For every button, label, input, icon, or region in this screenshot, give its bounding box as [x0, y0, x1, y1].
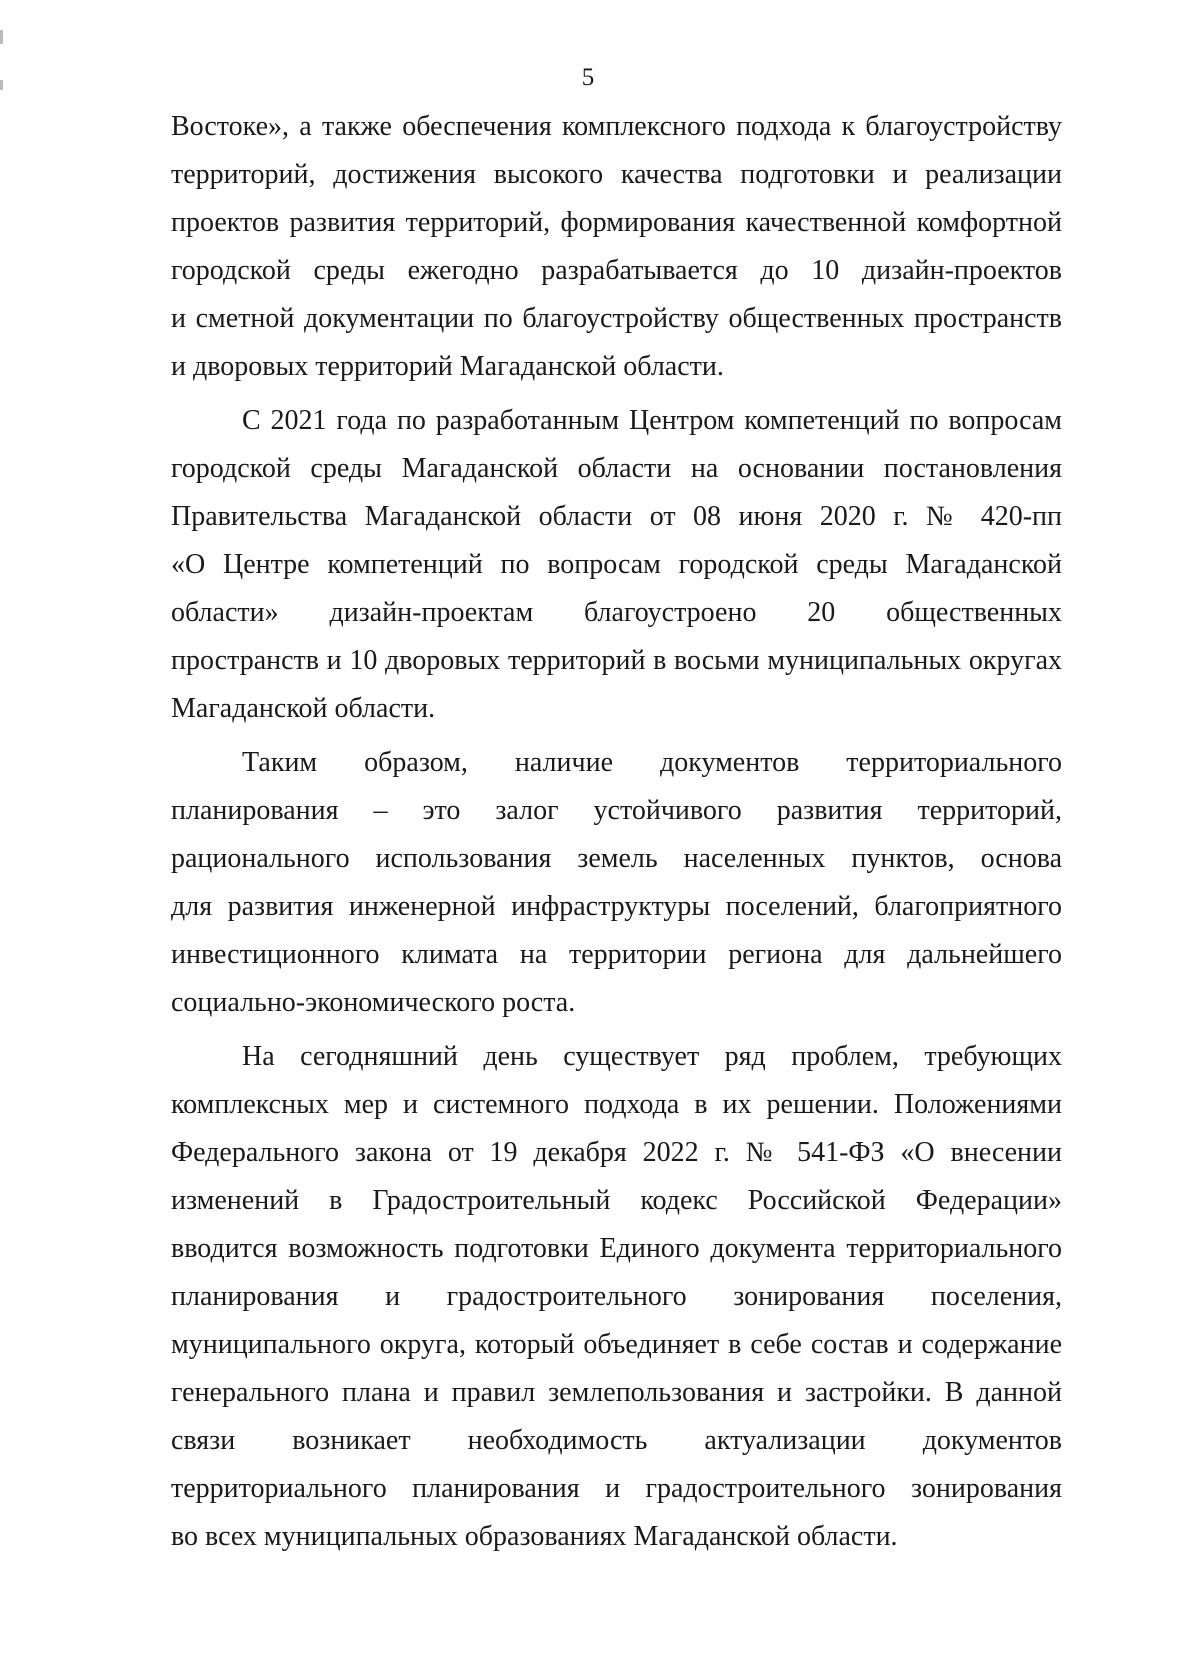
text-line: муниципального округа, который объединяет в себе состав и содержание — [171, 1329, 1062, 1360]
scan-artifact — [0, 30, 3, 44]
text-line: во всех муниципальных образованиях Магаданской области. — [171, 1521, 898, 1552]
paragraph — [171, 739, 1062, 1027]
text-line: городской среды Магаданской области на основании постановления — [171, 453, 1062, 484]
text-line: рационального использования земель населенных пунктов, основа — [171, 843, 1062, 874]
text-line: Федерального закона от 19 декабря 2022 г. № 541-ФЗ «О внесении — [171, 1137, 1062, 1168]
text-line: для развития инженерной инфраструктуры поселений, благоприятного — [171, 891, 1062, 922]
text-line: и сметной документации по благоустройству общественных пространств — [171, 303, 1062, 334]
text-line: Магаданской области. — [171, 693, 436, 724]
text-line: С 2021 года по разработанным Центром компетенций по вопросам — [242, 405, 1062, 436]
text-line: территорий, достижения высокого качества подготовки и реализации — [171, 159, 1062, 190]
text-line: и дворовых территорий Магаданской области. — [171, 351, 724, 382]
text-line: Правительства Магаданской области от 08 июня 2020 г. № 420-пп — [171, 501, 1062, 532]
text-line: «О Центре компетенций по вопросам городской среды Магаданской — [171, 549, 1062, 580]
text-line: На сегодняшний день существует ряд проблем, требующих — [242, 1041, 1062, 1072]
text-line: проектов развития территорий, формирования качественной комфортной — [171, 207, 1062, 238]
text-line: пространств и 10 дворовых территорий в восьми муниципальных округах — [171, 645, 1062, 676]
paragraph — [171, 1033, 1062, 1561]
document-body — [171, 103, 1062, 1561]
text-line: связи возникает необходимость актуализации документов — [171, 1425, 1062, 1456]
text-line: социально-экономического роста. — [171, 987, 576, 1018]
text-line: планирования и градостроительного зонирования поселения, — [171, 1281, 1062, 1312]
text-line: генерального плана и правил землепользования и застройки. В данной — [171, 1377, 1062, 1408]
text-line: городской среды ежегодно разрабатывается до 10 дизайн-проектов — [171, 255, 1062, 286]
page-number: 5 — [581, 64, 595, 91]
paragraph — [171, 397, 1062, 733]
text-line: комплексных мер и системного подхода в их решении. Положениями — [171, 1089, 1062, 1120]
text-line: Таким образом, наличие документов территориального — [242, 747, 1062, 778]
text-line: области» дизайн-проектам благоустроено 20 общественных — [171, 597, 1062, 628]
text-line: планирования – это залог устойчивого развития территорий, — [171, 795, 1062, 826]
text-line: инвестиционного климата на территории региона для дальнейшего — [171, 939, 1062, 970]
paragraph — [171, 103, 1062, 391]
text-line: изменений в Градостроительный кодекс Российской Федерации» — [171, 1185, 1062, 1216]
text-line: территориального планирования и градостроительного зонирования — [171, 1473, 1062, 1504]
text-line: Востоке», а также обеспечения комплексного подхода к благоустройству — [171, 111, 1062, 142]
text-line: вводится возможность подготовки Единого документа территориального — [171, 1233, 1062, 1264]
